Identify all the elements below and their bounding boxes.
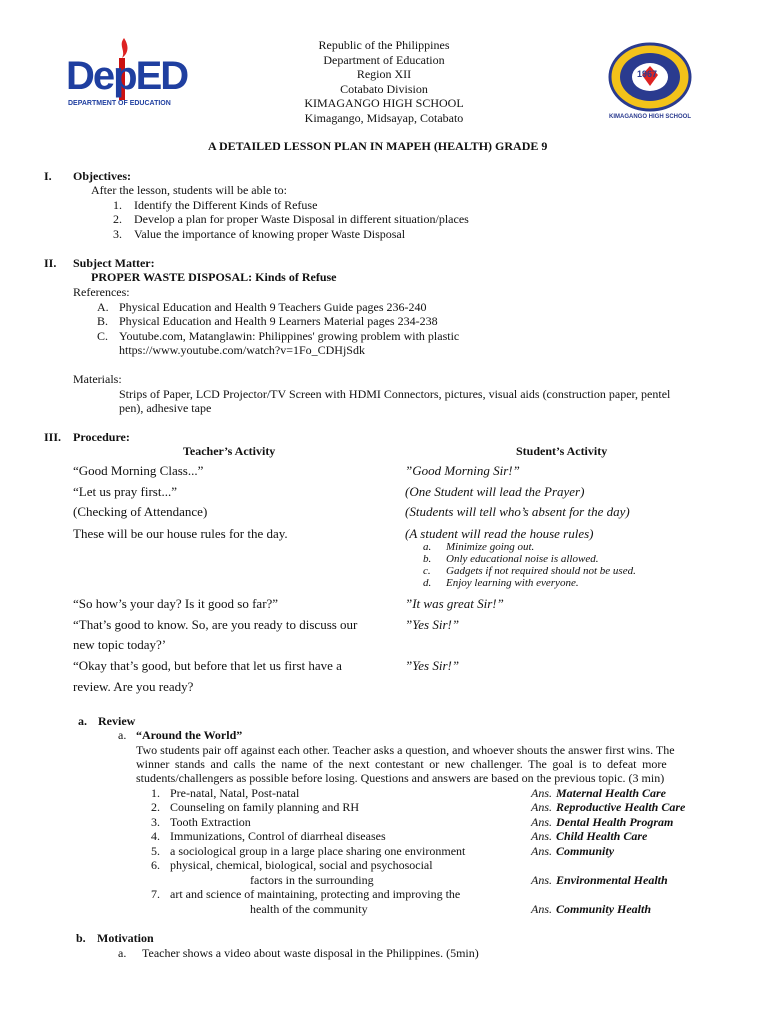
answer-text: Community (556, 844, 615, 858)
objective-item: Identify the Different Kinds of Refuse (134, 198, 318, 212)
question-text-cont: factors in the surrounding (250, 873, 374, 887)
letterhead-line: Kimagango, Midsayap, Cotabato (304, 110, 464, 125)
question-num: 6. (151, 858, 160, 872)
deped-logo-subtitle: DEPARTMENT OF EDUCATION (68, 100, 171, 107)
letterhead-line: Republic of the Philippines (318, 38, 450, 52)
game-description: Two students pair off against each other. Teacher asks a question, and whoever shouts the answer first wins. The (136, 743, 675, 757)
rule-item: Only educational noise is allowed. (446, 553, 599, 565)
objective-num: 3. (113, 227, 122, 241)
review-letter: a. (78, 714, 87, 728)
reference-url: https://www.youtube.com/watch?v=1Fo_CDHjSdk (119, 343, 365, 357)
question-text: Counseling on family planning and RH (170, 800, 359, 814)
objective-num: 1. (113, 198, 122, 212)
objective-item: Develop a plan for proper Waste Disposal in different situation/places (134, 212, 469, 226)
letterhead-line: KIMAGANGO HIGH SCHOOL (304, 96, 464, 111)
question-num: 1. (151, 786, 160, 800)
subject-topic: PROPER WASTE DISPOSAL: Kinds of Refuse (91, 270, 337, 284)
objectives-num: I. (44, 169, 52, 183)
answer-text: Maternal Health Care (556, 786, 667, 800)
motivation-item-letter: a. (118, 946, 127, 960)
game-description: winner stands and calls the name of the next contestant or new challenger. The goal is to defeat more (136, 757, 667, 771)
letterhead (234, 38, 534, 126)
subject-num: II. (44, 256, 57, 270)
rule-letter: a. (423, 541, 432, 553)
motivation-letter: b. (76, 931, 86, 945)
review-heading: Review (98, 714, 136, 728)
objectives-heading: Objectives: (73, 169, 131, 183)
question-num: 2. (151, 800, 160, 814)
student-line: ”It was great Sir!” (405, 596, 504, 611)
game-description: students/challengers as possible before losing. Questions and answers are based on the previous topic. (3 min) (136, 771, 665, 785)
student-line: ”Good Morning Sir!” (405, 463, 520, 478)
answer-label: Ans. (531, 829, 552, 843)
rule-item: Minimize going out. (446, 541, 535, 553)
materials-text: Strips of Paper, LCD Projector/TV Screen with HDMI Connectors, pictures, visual aids (construction paper, pentel (119, 387, 671, 401)
game-title: “Around the World” (136, 728, 243, 742)
teacher-line: These will be our house rules for the day. (73, 526, 288, 541)
question-text: Pre-natal, Natal, Post-natal (170, 786, 300, 800)
question-num: 7. (151, 887, 160, 901)
objectives-intro: After the lesson, students will be able to: (91, 183, 287, 197)
teacher-line: new topic today?’ (73, 637, 167, 652)
answer-label: Ans. (531, 844, 552, 858)
letterhead-line: Region XII (356, 67, 412, 82)
lesson-title: A DETAILED LESSON PLAN IN MAPEH (HEALTH) GRADE 9 (208, 139, 548, 153)
motivation-item: Teacher shows a video about waste disposal in the Philippines. (5min) (142, 946, 479, 960)
deped-logo-text: DepED (66, 54, 188, 98)
question-text-cont: health of the community (250, 902, 368, 916)
teacher-line: review. Are you ready? (73, 679, 194, 694)
answer-label: Ans. (531, 800, 552, 814)
reference-letter: C. (97, 329, 109, 343)
procedure-num: III. (44, 430, 62, 444)
student-activity-heading: Student’s Activity (516, 444, 608, 458)
teacher-line: “So how’s your day? Is it good so far?” (73, 596, 279, 611)
answer-text: Community Health (556, 902, 652, 916)
letterhead-line: Department of Education (323, 52, 445, 67)
teacher-line: (Checking of Attendance) (73, 504, 208, 519)
answer-label: Ans. (531, 815, 552, 829)
answer-text: Reproductive Health Care (556, 800, 686, 814)
game-letter: a. (118, 728, 127, 742)
objective-item: Value the importance of knowing proper Waste Disposal (134, 227, 406, 241)
rule-letter: d. (423, 577, 432, 589)
references-label: References: (73, 285, 130, 299)
materials-label: Materials: (73, 372, 122, 386)
question-num: 3. (151, 815, 160, 829)
teacher-activity-heading: Teacher’s Activity (183, 444, 276, 458)
motivation-heading: Motivation (97, 931, 154, 945)
question-num: 4. (151, 829, 160, 843)
school-seal-year: 1967 (637, 69, 658, 79)
rule-item: Gadgets if not required should not be used. (446, 565, 636, 577)
student-line: (One Student will lead the Prayer) (405, 484, 585, 499)
question-text: Immunizations, Control of diarrheal diseases (170, 829, 386, 843)
reference-letter: B. (97, 314, 109, 328)
reference-letter: A. (97, 300, 109, 314)
answer-label: Ans. (531, 873, 552, 887)
question-num: 5. (151, 844, 160, 858)
question-text: physical, chemical, biological, social and psychosocial (170, 858, 433, 872)
teacher-line: “Okay that’s good, but before that let us first have a (73, 658, 342, 673)
student-line: ”Yes Sir!” (405, 617, 460, 632)
rule-letter: b. (423, 553, 432, 565)
letterhead-line: Cotabato Division (340, 81, 428, 96)
answer-text: Child Health Care (556, 829, 648, 843)
question-text: a sociological group in a large place sharing one environment (170, 844, 466, 858)
rule-letter: c. (423, 565, 431, 577)
student-line: (Students will tell who’s absent for the day) (405, 504, 630, 519)
answer-label: Ans. (531, 902, 552, 916)
procedure-heading: Procedure: (73, 430, 130, 444)
question-text: art and science of maintaining, protecting and improving the (170, 887, 461, 901)
teacher-line: “That’s good to know. So, are you ready to discuss our (73, 617, 358, 632)
answer-text: Environmental Health (556, 873, 668, 887)
reference-item: Physical Education and Health 9 Teachers Guide pages 236-240 (119, 300, 427, 314)
deped-logo (66, 34, 188, 114)
reference-item: Youtube.com, Matanglawin: Philippines' growing problem with plastic (119, 329, 460, 343)
materials-text: pen), adhesive tape (119, 401, 212, 415)
subject-heading: Subject Matter: (73, 256, 155, 270)
rule-item: Enjoy learning with everyone. (446, 577, 579, 589)
teacher-line: “Let us pray first...” (73, 484, 177, 499)
school-seal (608, 42, 692, 126)
answer-text: Dental Health Program (556, 815, 674, 829)
question-text: Tooth Extraction (170, 815, 251, 829)
objective-num: 2. (113, 212, 122, 226)
student-line: (A student will read the house rules) (405, 526, 594, 541)
student-line: ”Yes Sir!” (405, 658, 460, 673)
school-seal-text: KIMAGANGO HIGH SCHOOL (609, 114, 691, 120)
answer-label: Ans. (531, 786, 552, 800)
reference-item: Physical Education and Health 9 Learners Material pages 234-238 (119, 314, 438, 328)
teacher-line: “Good Morning Class...” (73, 463, 204, 478)
